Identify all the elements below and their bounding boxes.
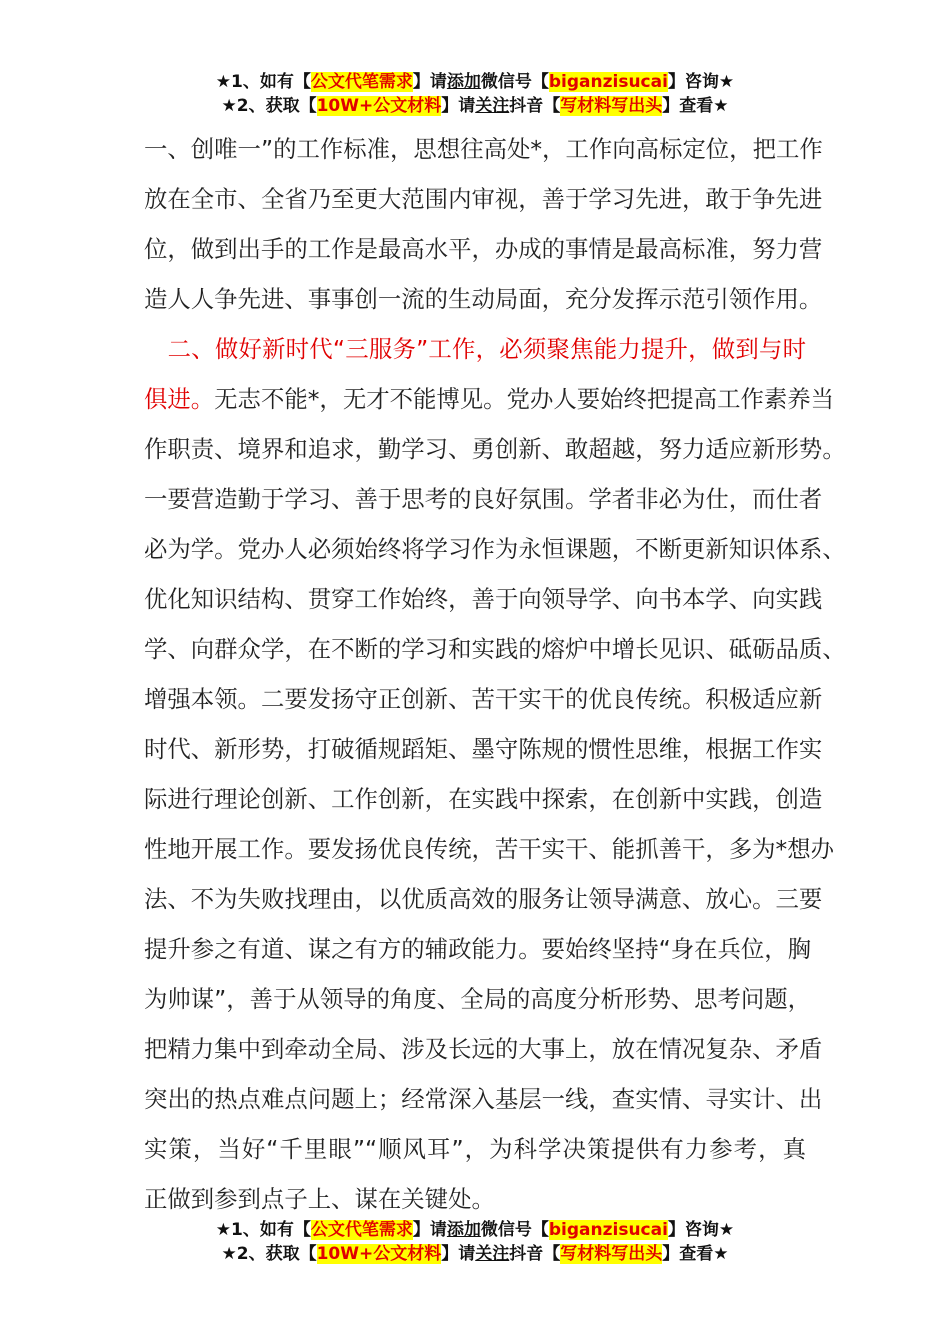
highlight-text: 公文代笔需求 xyxy=(310,1220,413,1240)
body-line: 提升参之有道、谋之有方的辅政能力。要始终坚持“身在兵位，胸 xyxy=(144,935,812,963)
body-line: 学、向群众学，在不断的学习和实践的熔炉中增长见识、砥砺品质、 xyxy=(144,635,846,663)
body-line: 正做到参到点子上、谋在关键处。 xyxy=(144,1185,495,1213)
highlight-text: 10W+公文材料 xyxy=(316,96,442,116)
body-line: 增强本领。二要发扬守正创新、苦干实干的优良传统。积极适应新 xyxy=(144,685,823,713)
underlined-text: 添加 xyxy=(446,72,481,92)
banner-text: 】请 xyxy=(441,1244,476,1264)
banner-line-1 xyxy=(0,1218,950,1242)
section-heading-line: 二、做好新时代“三服务”工作，必须聚焦能力提升，做到与时 xyxy=(144,335,806,363)
banner-line-1 xyxy=(0,70,950,94)
banner-text: 】请 xyxy=(441,96,476,116)
body-line: 位，做到出手的工作是最高水平，办成的事情是最高标准，努力营 xyxy=(144,235,823,263)
banner-text: 抖音【 xyxy=(509,96,561,116)
banner-text: 】咨询★ xyxy=(667,1220,735,1240)
body-line: 作职责、境界和追求，勤学习、勇创新、敢超越，努力适应新形势。 xyxy=(144,435,846,463)
body-line: 必为学。党办人必须始终将学习作为永恒课题，不断更新知识体系、 xyxy=(144,535,846,563)
section-heading-continuation xyxy=(144,374,835,424)
body-line: 造人人争先进、事事创一流的生动局面，充分发挥示范引领作用。 xyxy=(144,285,823,313)
banner-text: 】查看★ xyxy=(662,96,729,116)
banner-text: 】查看★ xyxy=(662,1244,729,1264)
body-line: 时代、新形势，打破循规蹈矩、墨守陈规的惯性思维，根据工作实 xyxy=(144,735,823,763)
banner-text: ★1、如有【 xyxy=(215,1220,311,1240)
highlight-text: 写材料写出头 xyxy=(560,1244,663,1264)
banner-text: ★1、如有【 xyxy=(215,72,311,92)
banner-text: 】请 xyxy=(412,72,447,92)
banner-text: 】咨询★ xyxy=(667,72,735,92)
body-line: 为帅谋”，善于从领导的角度、全局的高度分析形势、思考问题， xyxy=(144,985,812,1013)
banner-text: 】请 xyxy=(412,1220,447,1240)
highlight-text: biganzisucai xyxy=(548,72,668,92)
highlight-text: 10W+公文材料 xyxy=(316,1244,442,1264)
body-line: 一、创唯一”的工作标准，思想往高处*，工作向高标定位，把工作 xyxy=(144,135,823,163)
footer-banner xyxy=(0,1218,950,1266)
document-body xyxy=(144,124,846,1224)
body-line: 法、不为失败找理由，以优质高效的服务让领导满意、放心。三要 xyxy=(144,885,823,913)
underlined-text: 关注 xyxy=(475,96,510,116)
body-line: 放在全市、全省乃至更大范围内审视，善于学习先进，敢于争先进 xyxy=(144,185,823,213)
banner-line-2 xyxy=(0,94,950,118)
body-line: 优化知识结构、贯穿工作始终，善于向领导学、向书本学、向实践 xyxy=(144,585,823,613)
body-line: 实策，当好“千里眼”“顺风耳”，为科学决策提供有力参考，真 xyxy=(144,1135,806,1163)
body-line: 突出的热点难点问题上；经常深入基层一线，查实情、寻实计、出 xyxy=(144,1085,823,1113)
banner-text: 微信号【 xyxy=(480,1220,549,1240)
body-line: 性地开展工作。要发扬优良传统，苦干实干、能抓善干，多为*想办 xyxy=(144,835,835,863)
highlight-text: 写材料写出头 xyxy=(560,96,663,116)
underlined-text: 关注 xyxy=(475,1244,510,1264)
highlight-text: biganzisucai xyxy=(548,1220,668,1240)
banner-text: ★2、获取【 xyxy=(221,1244,317,1264)
body-line-text: 无志不能*，无才不能博见。党办人要始终把提高工作素养当 xyxy=(214,385,835,413)
header-banner xyxy=(0,70,950,118)
section-heading-tail: 俱进。 xyxy=(144,385,215,413)
highlight-text: 公文代笔需求 xyxy=(310,72,413,92)
banner-line-2 xyxy=(0,1242,950,1266)
body-line: 一要营造勤于学习、善于思考的良好氛围。学者非必为仕，而仕者 xyxy=(144,485,823,513)
underlined-text: 添加 xyxy=(446,1220,481,1240)
banner-text: 微信号【 xyxy=(480,72,549,92)
body-line: 际进行理论创新、工作创新，在实践中探索，在创新中实践，创造 xyxy=(144,785,823,813)
banner-text: ★2、获取【 xyxy=(221,96,317,116)
banner-text: 抖音【 xyxy=(509,1244,561,1264)
body-line: 把精力集中到牵动全局、涉及长远的大事上，放在情况复杂、矛盾 xyxy=(144,1035,823,1063)
